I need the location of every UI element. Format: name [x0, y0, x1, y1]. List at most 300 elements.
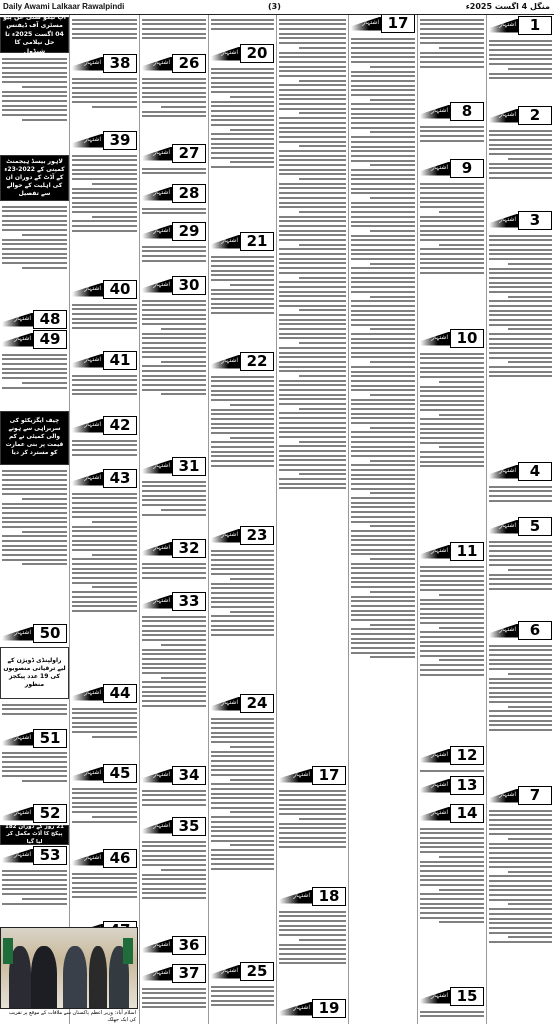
text-line	[72, 220, 137, 222]
text-line	[279, 248, 346, 250]
text-line	[420, 52, 484, 54]
text-line	[142, 96, 206, 98]
text-line	[351, 300, 415, 302]
text-line	[72, 558, 137, 560]
column-3	[208, 15, 276, 1024]
text-line	[211, 409, 274, 411]
text-line	[489, 583, 552, 585]
text-line	[489, 857, 552, 859]
text-line	[439, 659, 484, 661]
text-line	[211, 769, 274, 771]
tag-label: اشتہار	[362, 19, 379, 26]
ad-number: 49	[33, 330, 67, 349]
text-line	[279, 117, 346, 119]
text-line	[420, 418, 484, 420]
text-line	[92, 554, 138, 556]
text-line	[142, 992, 206, 994]
text-line	[370, 492, 415, 494]
text-line	[142, 208, 206, 210]
tag-label: اشتہار	[153, 149, 170, 156]
text-line	[351, 488, 415, 490]
text-line	[2, 262, 67, 264]
text-line	[211, 455, 274, 457]
text-line	[161, 644, 206, 646]
article-text	[420, 350, 484, 542]
text-line	[370, 624, 415, 626]
text-line	[211, 101, 274, 103]
text-line	[142, 255, 206, 257]
ad-number: 17	[312, 766, 346, 785]
text-line	[279, 841, 346, 843]
text-line	[439, 47, 484, 49]
text-line	[299, 277, 346, 279]
ad-number: 19	[312, 999, 346, 1018]
article-text	[142, 243, 206, 276]
headline-box-projects: 21 روز کے دوران 182 پیکج کا آڈٹ مکمل کر لیا گیا	[0, 825, 69, 845]
ad-number-tag	[279, 888, 346, 905]
text-line	[420, 201, 484, 203]
text-line	[420, 770, 484, 772]
column-0	[0, 15, 69, 1024]
text-line	[351, 174, 415, 176]
text-line	[211, 550, 274, 552]
ad-number-tag	[489, 17, 552, 34]
article-text	[2, 203, 67, 309]
text-line	[142, 681, 206, 683]
text-line	[211, 783, 274, 785]
text-line	[489, 495, 552, 497]
text-line	[142, 384, 206, 386]
ad-number-tag	[72, 850, 137, 867]
text-line	[2, 224, 67, 226]
text-line	[142, 883, 206, 885]
ad-number-tag	[72, 281, 137, 298]
text-line	[420, 428, 484, 430]
text-line	[279, 286, 346, 288]
text-line	[72, 78, 137, 80]
tag-label: اشتہار	[84, 854, 101, 861]
text-line	[420, 917, 484, 919]
text-line	[351, 652, 415, 654]
text-line	[489, 77, 552, 79]
text-line	[279, 136, 346, 138]
text-line	[489, 44, 552, 46]
text-line	[299, 473, 346, 475]
text-line	[92, 816, 138, 818]
text-line	[279, 52, 346, 54]
text-line	[142, 504, 206, 506]
tag-label: اشتہار	[221, 357, 238, 364]
ad-number-tag	[72, 765, 137, 782]
article-text	[2, 55, 67, 165]
text-line	[2, 766, 67, 768]
text-line	[72, 23, 137, 25]
text-line	[279, 832, 346, 834]
text-line	[72, 202, 137, 204]
text-line	[230, 779, 274, 781]
text-line	[508, 903, 552, 905]
text-line	[489, 729, 552, 731]
text-line	[211, 863, 274, 865]
ad-number-tag	[489, 518, 552, 535]
text-line	[211, 1000, 274, 1002]
text-line	[351, 319, 415, 321]
text-line	[351, 478, 415, 480]
text-line	[351, 436, 415, 438]
tag-label: اشتہار	[431, 547, 448, 554]
text-line	[142, 309, 206, 311]
tag-label: اشتہار	[499, 21, 516, 28]
text-line	[211, 868, 274, 870]
text-line	[420, 608, 484, 610]
text-line	[351, 356, 415, 358]
text-line	[142, 28, 206, 30]
text-line	[279, 84, 346, 86]
person-figure	[89, 946, 107, 1008]
text-line	[279, 19, 346, 21]
ad-number-tag	[420, 543, 484, 560]
text-line	[420, 61, 484, 63]
text-line	[2, 91, 67, 93]
text-line	[439, 594, 484, 596]
article-text	[489, 127, 552, 211]
text-line	[2, 220, 67, 222]
text-line	[2, 76, 67, 78]
ad-number: 24	[240, 694, 274, 713]
text-line	[211, 28, 274, 30]
text-line	[370, 230, 415, 232]
article-text	[211, 715, 274, 962]
text-line	[351, 338, 415, 340]
text-line	[489, 277, 552, 279]
text-line	[489, 343, 552, 345]
text-line	[299, 211, 346, 213]
text-line	[351, 150, 415, 152]
text-line	[142, 333, 206, 335]
ad-number-tag	[142, 767, 206, 784]
text-line	[211, 423, 274, 425]
text-line	[351, 563, 415, 565]
text-line	[211, 995, 274, 997]
text-line	[351, 446, 415, 448]
text-line	[489, 268, 552, 270]
text-line	[279, 197, 346, 199]
text-line	[351, 544, 415, 546]
text-line	[279, 291, 346, 293]
text-line	[142, 490, 206, 492]
text-line	[351, 235, 415, 237]
text-line	[142, 567, 206, 569]
text-line	[279, 66, 346, 68]
ad-number: 26	[172, 54, 206, 73]
text-line	[279, 108, 346, 110]
text-line	[351, 375, 415, 377]
text-line	[420, 437, 484, 439]
text-line	[420, 870, 484, 872]
ad-number: 12	[450, 746, 484, 765]
text-line	[72, 389, 137, 391]
article-text	[2, 749, 67, 803]
text-line	[142, 92, 206, 94]
ad-number: 8	[450, 102, 484, 121]
text-line	[211, 427, 274, 429]
tag-label: اشتہار	[431, 992, 448, 999]
text-line	[211, 629, 274, 631]
tag-label: اشتہار	[431, 164, 448, 171]
text-line	[2, 540, 67, 542]
article-text	[420, 563, 484, 746]
ad-number: 23	[240, 526, 274, 545]
text-line	[279, 953, 346, 955]
text-line	[279, 925, 346, 927]
article-text	[142, 16, 206, 54]
text-line	[72, 101, 137, 103]
ad-number-tag	[142, 937, 206, 954]
column-4	[276, 15, 348, 1024]
article-text	[142, 205, 206, 222]
text-line	[489, 578, 552, 580]
text-line	[72, 591, 137, 593]
text-line	[489, 899, 552, 901]
text-line	[351, 52, 415, 54]
text-line	[142, 988, 206, 990]
text-line	[211, 446, 274, 448]
text-line	[142, 23, 206, 25]
text-line	[72, 535, 137, 537]
text-line	[72, 540, 137, 542]
text-line	[279, 948, 346, 950]
text-line	[351, 535, 415, 537]
text-line	[351, 38, 415, 40]
text-line	[420, 404, 484, 406]
text-line	[420, 875, 484, 877]
masthead-date: منگل 4 اگست 2025ء	[465, 2, 550, 11]
text-line	[351, 108, 415, 110]
text-line	[72, 507, 137, 509]
article-text	[489, 538, 552, 621]
text-line	[370, 394, 415, 396]
text-line	[279, 61, 346, 63]
text-line	[279, 352, 346, 354]
text-line	[142, 389, 206, 391]
text-line	[508, 263, 552, 265]
text-line	[351, 521, 415, 523]
text-line	[351, 586, 415, 588]
text-line	[489, 649, 552, 651]
text-line	[489, 894, 552, 896]
text-line	[2, 95, 67, 97]
text-line	[211, 19, 274, 21]
article-text	[72, 16, 137, 54]
text-line	[351, 117, 415, 119]
text-line	[279, 103, 346, 105]
text-line	[420, 1015, 484, 1017]
text-line	[439, 856, 484, 858]
text-line	[72, 572, 137, 574]
ad-number-tag	[211, 527, 274, 544]
text-line	[351, 497, 415, 499]
text-line	[2, 368, 67, 370]
text-line	[489, 913, 552, 915]
text-line	[508, 871, 552, 873]
text-line	[489, 668, 552, 670]
text-line	[211, 986, 274, 988]
text-line	[279, 790, 346, 792]
page-number: (3)	[268, 2, 281, 11]
text-line	[351, 483, 415, 485]
text-line	[92, 106, 138, 108]
text-line	[420, 234, 484, 236]
text-line	[351, 539, 415, 541]
text-line	[489, 545, 552, 547]
text-line	[211, 765, 274, 767]
text-line	[489, 324, 552, 326]
headline-box-budget: چیف ایگزیکٹو کی سربراہی سے ہونے والی کمیٹی نے کم قیمت پر بنی عمارت کو مسترد کر دیا	[0, 411, 69, 465]
text-line	[279, 469, 346, 471]
text-line	[142, 841, 206, 843]
text-line	[22, 898, 68, 900]
text-line	[161, 393, 206, 395]
text-line	[2, 549, 67, 551]
text-line	[489, 235, 552, 237]
text-line	[279, 427, 346, 429]
article-text	[420, 1008, 484, 1023]
article-text	[420, 16, 484, 102]
text-line	[142, 563, 206, 565]
text-line	[211, 418, 274, 420]
text-line	[142, 87, 206, 89]
text-line	[2, 521, 67, 523]
text-line	[72, 601, 137, 603]
text-line	[72, 444, 137, 446]
ad-number-tag	[420, 103, 484, 120]
article-text	[142, 787, 206, 817]
text-line	[72, 192, 137, 194]
text-line	[299, 80, 346, 82]
text-line	[72, 596, 137, 598]
text-line	[2, 507, 67, 509]
text-line	[489, 500, 552, 502]
ad-number: 15	[450, 987, 484, 1006]
text-line	[489, 63, 552, 65]
ad-number-tag	[72, 417, 137, 434]
text-line	[279, 23, 346, 25]
text-line	[72, 544, 137, 546]
ad-number: 3	[518, 211, 552, 230]
text-line	[230, 437, 274, 439]
text-line	[351, 178, 415, 180]
text-line	[351, 47, 415, 49]
text-line	[508, 936, 552, 938]
ad-number: 53	[33, 846, 67, 865]
text-line	[279, 366, 346, 368]
ad-number-tag	[211, 45, 274, 62]
text-line	[420, 465, 484, 467]
text-line	[211, 788, 274, 790]
tag-label: اشتہار	[293, 1004, 310, 1011]
text-line	[420, 23, 484, 25]
text-line	[211, 289, 274, 291]
ad-number-tag	[142, 540, 206, 557]
text-line	[508, 706, 552, 708]
text-line	[279, 127, 346, 129]
text-line	[489, 54, 552, 56]
ad-number: 6	[518, 621, 552, 640]
text-line	[489, 724, 552, 726]
text-line	[72, 304, 137, 306]
ad-number: 52	[33, 804, 67, 823]
text-line	[22, 119, 68, 121]
text-line	[420, 669, 484, 671]
text-line	[72, 887, 137, 889]
ad-number: 14	[450, 804, 484, 823]
text-line	[22, 86, 68, 88]
text-line	[142, 379, 206, 381]
text-line	[72, 530, 137, 532]
text-line	[142, 705, 206, 707]
text-line	[351, 253, 415, 255]
text-line	[2, 479, 67, 481]
text-line	[351, 183, 415, 185]
text-line	[439, 446, 484, 448]
text-line	[2, 526, 67, 528]
text-line	[279, 202, 346, 204]
text-line	[142, 101, 206, 103]
ad-number-tag	[489, 622, 552, 639]
text-line	[2, 559, 67, 561]
text-line	[72, 582, 137, 584]
text-line	[489, 291, 552, 293]
text-line	[2, 248, 67, 250]
text-line	[279, 450, 346, 452]
article-text	[211, 373, 274, 526]
text-line	[489, 678, 552, 680]
text-line	[420, 580, 484, 582]
ad-number: 20	[240, 44, 274, 63]
text-line	[351, 202, 415, 204]
text-line	[142, 19, 206, 21]
text-line	[279, 192, 346, 194]
text-line	[420, 183, 484, 185]
text-line	[370, 131, 415, 133]
text-line	[2, 239, 67, 241]
text-line	[420, 636, 484, 638]
text-line	[72, 610, 137, 612]
text-line	[370, 591, 415, 593]
text-line	[2, 704, 67, 706]
text-line	[2, 253, 67, 255]
text-line	[351, 610, 415, 612]
article-text	[489, 807, 552, 1023]
text-line	[142, 514, 206, 516]
text-line	[420, 37, 484, 39]
text-line	[279, 436, 346, 438]
text-line	[279, 823, 346, 825]
text-line	[72, 821, 137, 823]
tag-label: اشتہار	[84, 285, 101, 292]
text-line	[2, 484, 67, 486]
text-line	[161, 328, 206, 330]
text-line	[72, 454, 137, 456]
text-line	[211, 432, 274, 434]
text-line	[420, 19, 484, 21]
text-line	[489, 687, 552, 689]
text-line	[351, 581, 415, 583]
text-line	[211, 597, 274, 599]
ad-number-tag	[142, 593, 206, 610]
text-line	[351, 221, 415, 223]
text-line	[2, 387, 67, 389]
